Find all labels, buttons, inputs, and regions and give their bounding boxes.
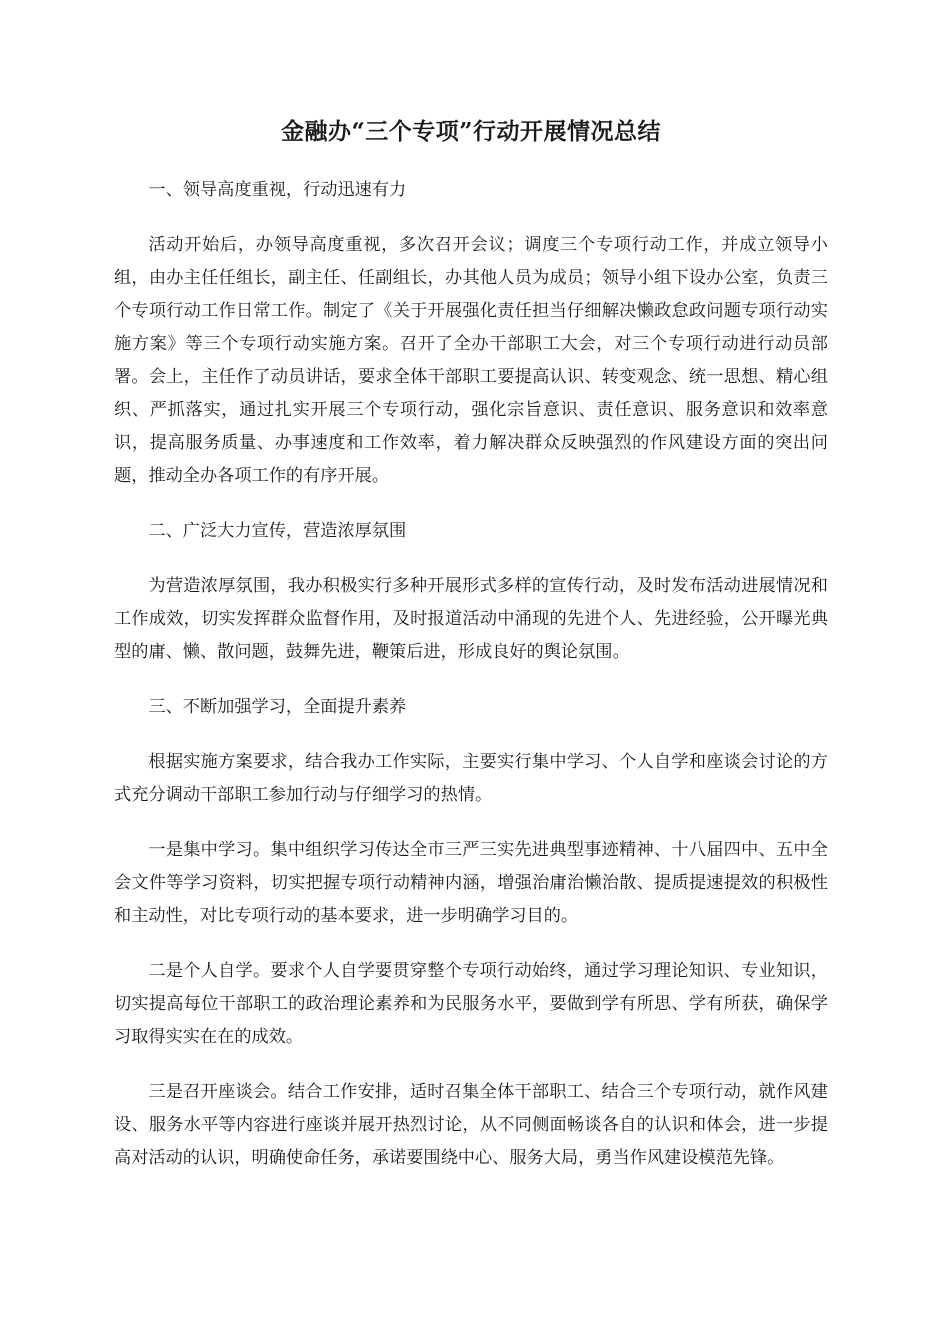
section-2 — [114, 515, 828, 669]
paragraph: 三是召开座谈会。结合工作安排，适时召集全体干部职工、结合三个专项行动，就作风建设、服务水平等内容进行座谈并展开热烈讨论，从不同侧面畅谈各自的认识和体会，进一步提高对活动的认识，明确使命任务，承诺要围绕中心、服务大局，勇当作风建设模范先锋。 — [114, 1082, 828, 1168]
paragraph: 活动开始后，办领导高度重视，多次召开会议；调度三个专项行动工作，并成立领导小组，由办主任任组长，副主任、任副组长，办其他人员为成员；领导小组下设办公室，负责三个专项行动工作日常工作。制定了《关于开展强化责任担当仔细解决懒政怠政问题专项行动实施方案》等三个专项行动实施方案。召开了全办干部职工大会，对三个专项行动进行动员部署。会上，主任作了动员讲话，要求全体干部职工要提高认识、转变观念、统一思想、精心组织、严抓落实，通过扎实开展三个专项行动，强化宗旨意识、责任意识、服务意识和效率意识，提高服务质量、办事速度和工作效率，着力解决群众反映强烈的作风建设方面的突出问题，推动全办各项工作的有序开展。 — [114, 235, 828, 486]
section-heading: 一、领导高度重视，行动迅速有力 — [148, 180, 407, 200]
document-title: 金融办“三个专项”行动开展情况总结 — [281, 118, 661, 145]
paragraph: 二是个人自学。要求个人自学要贯穿整个专项行动始终，通过学习理论知识、专业知识，切实提高每位干部职工的政治理论素养和为民服务水平，要做到学有所思、学有所获，确保学习取得实实在在的成效。 — [114, 961, 828, 1047]
section-heading: 三、不断加强学习，全面提升素养 — [148, 697, 407, 717]
paragraph: 为营造浓厚氛围，我办积极实行多种开展形式多样的宣传行动，及时发布活动进展情况和工作成效，切实发挥群众监督作用，及时报道活动中涌现的先进个人、先进经验，公开曝光典型的庸、懒、散问题，鼓舞先进，鞭策后进，形成良好的舆论氛围。 — [114, 576, 828, 662]
section-3 — [114, 691, 828, 1175]
paragraph: 根据实施方案要求，结合我办工作实际，主要实行集中学习、个人自学和座谈会讨论的方式充分调动干部职工参加行动与仔细学习的热情。 — [114, 752, 828, 805]
section-1 — [114, 174, 828, 493]
section-heading: 二、广泛大力宣传，营造浓厚氛围 — [148, 521, 407, 541]
paragraph: 一是集中学习。集中组织学习传达全市三严三实先进典型事迹精神、十八届四中、五中全会文件等学习资料，切实把握专项行动精神内涵，增强治庸治懒治散、提质提速提效的积极性和主动性，对比专项行动的基本要求，进一步明确学习目的。 — [114, 840, 828, 926]
document-page — [114, 112, 828, 1197]
